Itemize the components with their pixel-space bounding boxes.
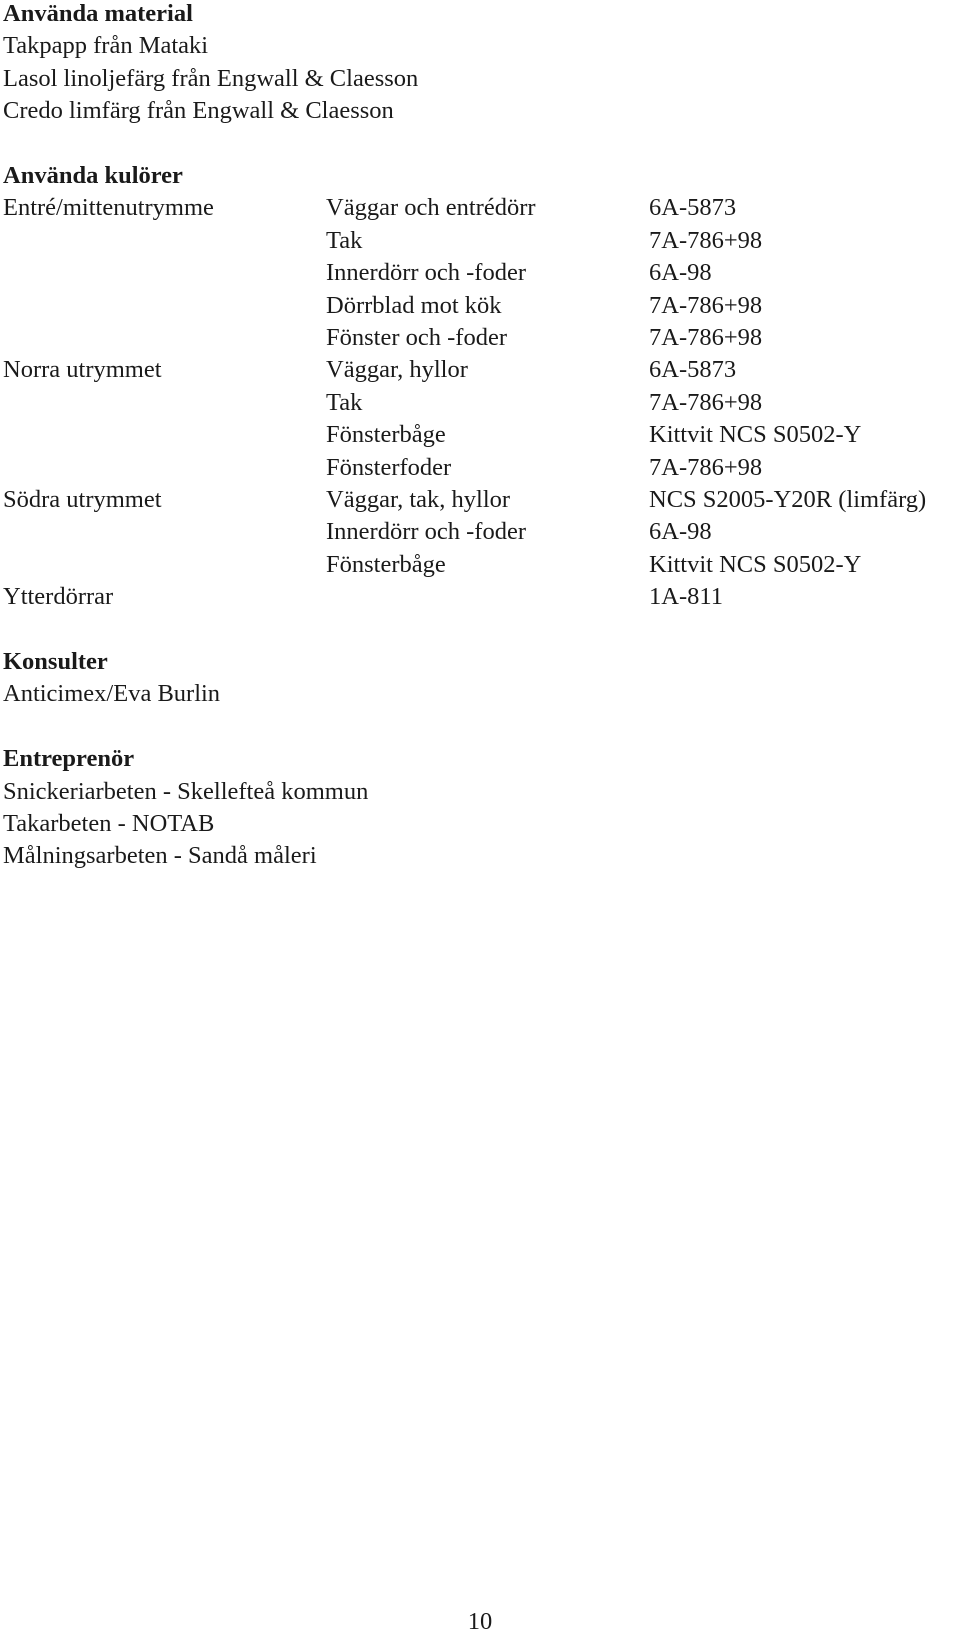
color-part: Innerdörr och -foder: [326, 518, 526, 546]
section-divider-space: [3, 614, 953, 646]
material-item: Credo limfärg från Engwall & Claesson: [3, 97, 394, 125]
consultant-item: Anticimex/Eva Burlin: [3, 680, 221, 708]
color-code: 6A-98: [649, 259, 712, 287]
color-row: [3, 290, 953, 322]
color-row: [3, 549, 953, 581]
color-code: 6A-5873: [649, 194, 737, 222]
materials-heading: Använda material: [3, 0, 193, 27]
consultants-heading: Konsulter: [3, 647, 108, 675]
color-part: Väggar, hyllor: [326, 356, 468, 384]
color-part: Väggar, tak, hyllor: [326, 485, 511, 513]
color-part: Väggar och entrédörr: [326, 194, 536, 222]
color-room: Entré/mittenutrymme: [3, 194, 214, 222]
contractor-item: Målningsarbeten - Sandå måleri: [3, 842, 317, 870]
color-row: [3, 581, 953, 613]
color-code: 7A-786+98: [649, 291, 763, 319]
color-code: Kittvit NCS S0502-Y: [649, 421, 862, 449]
color-part: Tak: [326, 226, 363, 254]
color-code: Kittvit NCS S0502-Y: [649, 550, 862, 578]
section-divider-space: [3, 711, 953, 743]
section-divider-space: [3, 128, 953, 160]
color-row: [3, 516, 953, 548]
color-code: NCS S2005-Y20R (limfärg): [649, 485, 927, 513]
page-number: 10: [467, 1608, 493, 1635]
color-row: [3, 484, 953, 516]
contractor-item: Takarbeten - NOTAB: [3, 809, 215, 837]
color-part: Tak: [326, 388, 363, 416]
color-code: 6A-5873: [649, 356, 737, 384]
color-part: Dörrblad mot kök: [326, 291, 502, 319]
color-part: Fönsterbåge: [326, 550, 446, 578]
consultants-section: [3, 646, 953, 711]
color-part: Fönster och -foder: [326, 323, 507, 351]
contractor-item: Snickeriarbeten - Skellefteå kommun: [3, 777, 369, 805]
color-part: Fönsterbåge: [326, 421, 446, 449]
material-item: Lasol linoljefärg från Engwall & Claesson: [3, 64, 419, 92]
document-page: [3, 0, 953, 873]
material-item: Takpapp från Mataki: [3, 32, 209, 60]
color-code: 7A-786+98: [649, 388, 763, 416]
colors-table: [3, 192, 953, 613]
color-row: [3, 225, 953, 257]
color-code: 7A-786+98: [649, 226, 763, 254]
colors-heading: Använda kulörer: [3, 162, 183, 190]
color-row: [3, 322, 953, 354]
color-row: [3, 354, 953, 386]
color-room: Ytterdörrar: [3, 583, 114, 611]
materials-section: [3, 0, 953, 128]
color-part: Fönsterfoder: [326, 453, 452, 481]
color-code: 7A-786+98: [649, 323, 763, 351]
color-row: [3, 419, 953, 451]
colors-section: [3, 160, 953, 613]
color-code: 1A-811: [649, 583, 723, 611]
color-code: 7A-786+98: [649, 453, 763, 481]
color-code: 6A-98: [649, 518, 712, 546]
color-row: [3, 452, 953, 484]
color-room: Södra utrymmet: [3, 485, 162, 513]
contractors-heading: Entreprenör: [3, 745, 135, 773]
contractors-section: [3, 743, 953, 873]
color-room: Norra utrymmet: [3, 356, 162, 384]
color-row: [3, 387, 953, 419]
color-part: Innerdörr och -foder: [326, 259, 526, 287]
color-row: [3, 192, 953, 224]
color-row: [3, 257, 953, 289]
